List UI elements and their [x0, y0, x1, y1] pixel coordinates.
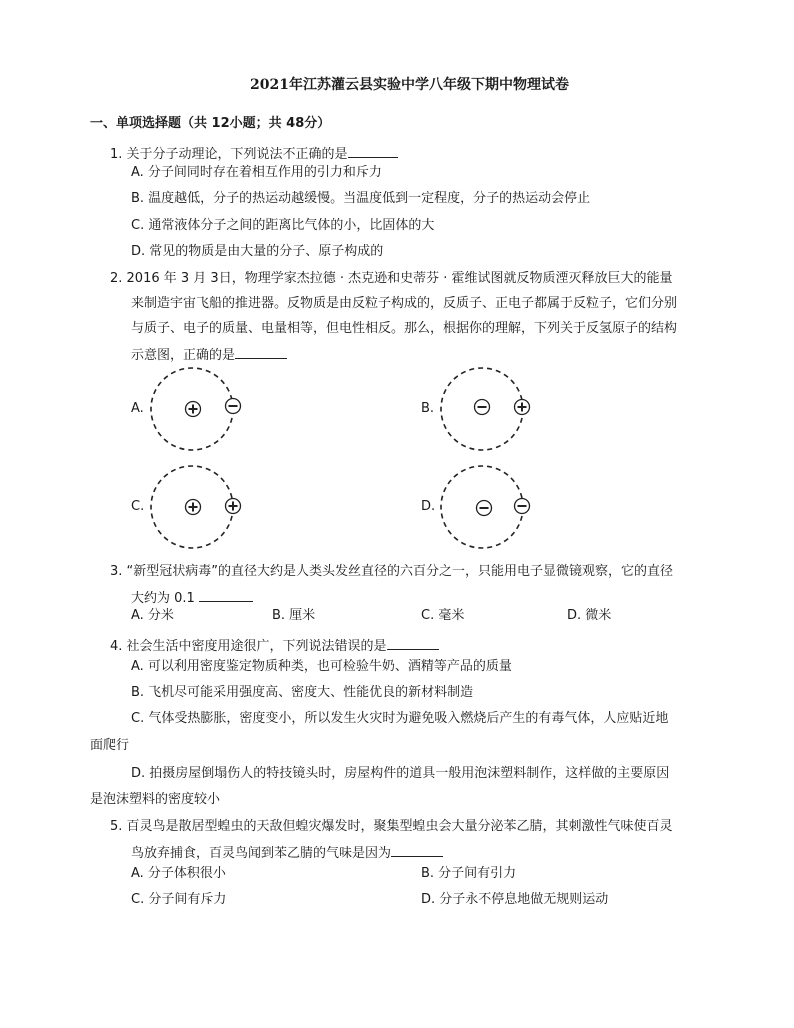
page-title: 2021年江苏灌云县实验中学八年级下期中物理试卷 [250, 77, 569, 93]
atom-diagram-c [151, 466, 241, 548]
section-heading: 一、单项选择题（共 12小题；共 48分） [90, 116, 331, 131]
question-4-option-b[interactable]: B. 飞机尽可能采用强度高、密度大、性能优良的新材料制造 [131, 685, 474, 700]
question-1-option-b[interactable]: B. 温度越低，分子的热运动越缓慢。当温度低到一定程度，分子的热运动会停止 [131, 191, 591, 206]
question-3-line-1: 3. “新型冠状病毒”的直径大约是人类头发丝直径的六百分之一，只能用电子显微镜观察，它的直径 [110, 564, 674, 579]
answer-blank[interactable] [387, 635, 439, 650]
answer-blank[interactable] [391, 842, 443, 857]
question-4-text: 4. 社会生活中密度用途很广，下列说法错误的是 [110, 639, 387, 654]
atom-diagram-b [441, 368, 530, 450]
question-2-option-c[interactable]: C. [131, 499, 145, 514]
question-2-option-b[interactable]: B. [421, 401, 435, 416]
question-1-option-c[interactable]: C. 通常液体分子之间的距离比气体的小，比固体的大 [131, 218, 435, 233]
atom-diagram-d [441, 466, 530, 548]
question-4-stem [110, 635, 439, 656]
question-2-line-1: 2. 2016 年 3 月 3日，物理学家杰拉德 · 杰克逊和史蒂芬 · 霍维试图就反物质湮灭释放巨大的能量 [110, 271, 673, 286]
question-3-option-c[interactable]: C. 毫米 [421, 608, 465, 623]
question-3-option-a[interactable]: A. 分米 [131, 608, 174, 623]
question-4-option-a[interactable]: A. 可以利用密度鉴定物质种类，也可检验牛奶、酒精等产品的质量 [131, 659, 512, 674]
question-4-option-d[interactable]: D. 拍摄房屋倒塌伤人的特技镜头时，房屋构件的道具一般用泡沫塑料制作，这样做的主要原因 [131, 766, 670, 781]
question-1-text: 1. 关于分子动理论，下列说法不正确的是 [110, 147, 348, 162]
question-5-option-a[interactable]: A. 分子体积很小 [131, 866, 226, 881]
question-5-option-d[interactable]: D. 分子永不停息地做无规则运动 [421, 892, 609, 907]
question-5-text: 鸟放弃捕食，百灵鸟闻到苯乙腈的气味是因为 [131, 846, 392, 861]
atom-diagram-a [151, 368, 241, 450]
question-2-line-2: 来制造宇宙飞船的推进器。反物质是由反粒子构成的，反质子、正电子都属于反粒子，它们分别 [131, 296, 678, 311]
question-2-option-d[interactable]: D. [421, 499, 436, 514]
question-5-option-c[interactable]: C. 分子间有斥力 [131, 892, 227, 907]
question-4-option-c-cont: 面爬行 [90, 738, 130, 753]
question-1-option-a[interactable]: A. 分子间同时存在着相互作用的引力和斥力 [131, 165, 382, 180]
question-5-line-2 [131, 842, 443, 863]
question-2-option-a[interactable]: A. [131, 401, 144, 416]
question-3-text: 大约为 0.1 [131, 591, 195, 606]
question-4-option-d-cont: 是泡沫塑料的密度较小 [90, 792, 221, 807]
question-3-option-b[interactable]: B. 厘米 [272, 608, 316, 623]
question-3-line-2 [131, 587, 253, 608]
question-5-option-b[interactable]: B. 分子间有引力 [421, 866, 517, 881]
question-1-option-d[interactable]: D. 常见的物质是由大量的分子、原子构成的 [131, 244, 384, 259]
question-4-option-c[interactable]: C. 气体受热膨胀，密度变小，所以发生火灾时为避免吸入燃烧后产生的有毒气体，人应贴近地 [131, 711, 669, 726]
question-2-line-3: 与质子、电子的质量、电量相等，但电性相反。那么，根据你的理解，下列关于反氢原子的结构 [131, 321, 678, 336]
answer-blank[interactable] [199, 587, 253, 602]
question-5-line-1: 5. 百灵鸟是散居型蝗虫的天敌但蝗灾爆发时，聚集型蝗虫会大量分泌苯乙腈，其刺激性气味使百灵 [110, 819, 673, 834]
question-2-text: 示意图，正确的是 [131, 348, 236, 363]
question-3-option-d[interactable]: D. 微米 [567, 608, 612, 623]
